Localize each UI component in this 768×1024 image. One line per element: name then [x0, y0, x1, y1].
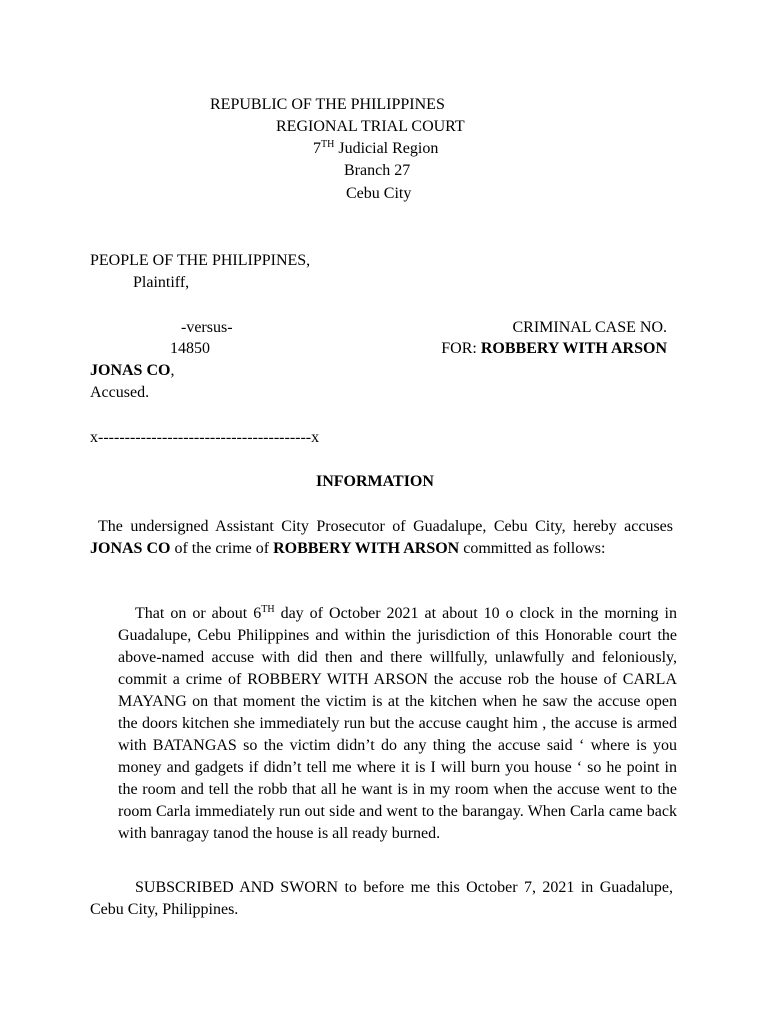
- case-label: CRIMINAL CASE NO.: [512, 319, 667, 336]
- region-suffix: TH: [321, 139, 335, 150]
- intro-accused: JONAS CO: [90, 540, 171, 557]
- closing-paragraph: SUBSCRIBED AND SWORN to before me this October 7, 2021 in Guadalupe, Cebu City, Philippines.: [90, 879, 673, 918]
- document-title: INFORMATION: [316, 473, 434, 490]
- plaintiff-name: PEOPLE OF THE PHILIPPINES,: [90, 252, 311, 269]
- case-number: 14850: [170, 340, 210, 357]
- intro-paragraph: [90, 516, 673, 560]
- for-label: FOR:: [441, 340, 481, 357]
- for-crime: ROBBERY WITH ARSON: [480, 340, 667, 357]
- body-text-1: That on or about 6: [135, 605, 262, 622]
- region-number: 7: [313, 140, 321, 157]
- header-republic: REPUBLIC OF THE PHILIPPINES: [210, 96, 445, 113]
- versus-label: -versus-: [181, 319, 233, 336]
- region-text: Judicial Region: [334, 140, 439, 157]
- header-branch: Branch 27: [344, 162, 411, 179]
- accused-role: Accused.: [90, 384, 150, 401]
- body-paragraph: [118, 603, 677, 845]
- accused-name-line: [90, 360, 174, 382]
- intro-text-2: of the crime of: [170, 540, 274, 557]
- accused-comma: ,: [170, 362, 175, 379]
- header-court: REGIONAL TRIAL COURT: [276, 118, 465, 135]
- intro-text-3: committed as follows:: [459, 540, 606, 557]
- intro-crime: ROBBERY WITH ARSON: [273, 540, 460, 557]
- plaintiff-role: Plaintiff,: [133, 274, 190, 291]
- accused-name: JONAS CO: [90, 362, 171, 379]
- body-sup: TH: [261, 604, 275, 615]
- body-text-2: day of October 2021 at about 10 o clock in the morning in Guadalupe, Cebu Philippines and within the jurisdiction of this Honorable court the above-named accuse with did then and there willfully, unlawfully and feloniously, commit a crime of ROBBERY WITH ARSON the accuse rob the house of CARLA MAYANG on that moment the victim is at the kitchen when he saw the accuse open the doors kitchen she immediately run but the accuse caught him , the accuse is armed with BATANGAS so the victim didn’t do any thing the accuse said ‘ where is you money and gadgets if didn’t tell me where it is I will burn you house ‘ so he point in the room and tell the robb that all he want is in my room when the accuse went to the room Carla immediately run out side and went to the barangay. When Carla came back with banragay tanod the house is all ready burned.: [118, 605, 677, 842]
- case-for: [441, 338, 667, 360]
- caption-separator: x----------------------------------------x: [90, 429, 320, 446]
- header-city: Cebu City: [346, 185, 412, 202]
- header-region: [313, 138, 438, 160]
- intro-text-1: The undersigned Assistant City Prosecutor of Guadalupe, Cebu City, hereby accuses: [98, 518, 673, 535]
